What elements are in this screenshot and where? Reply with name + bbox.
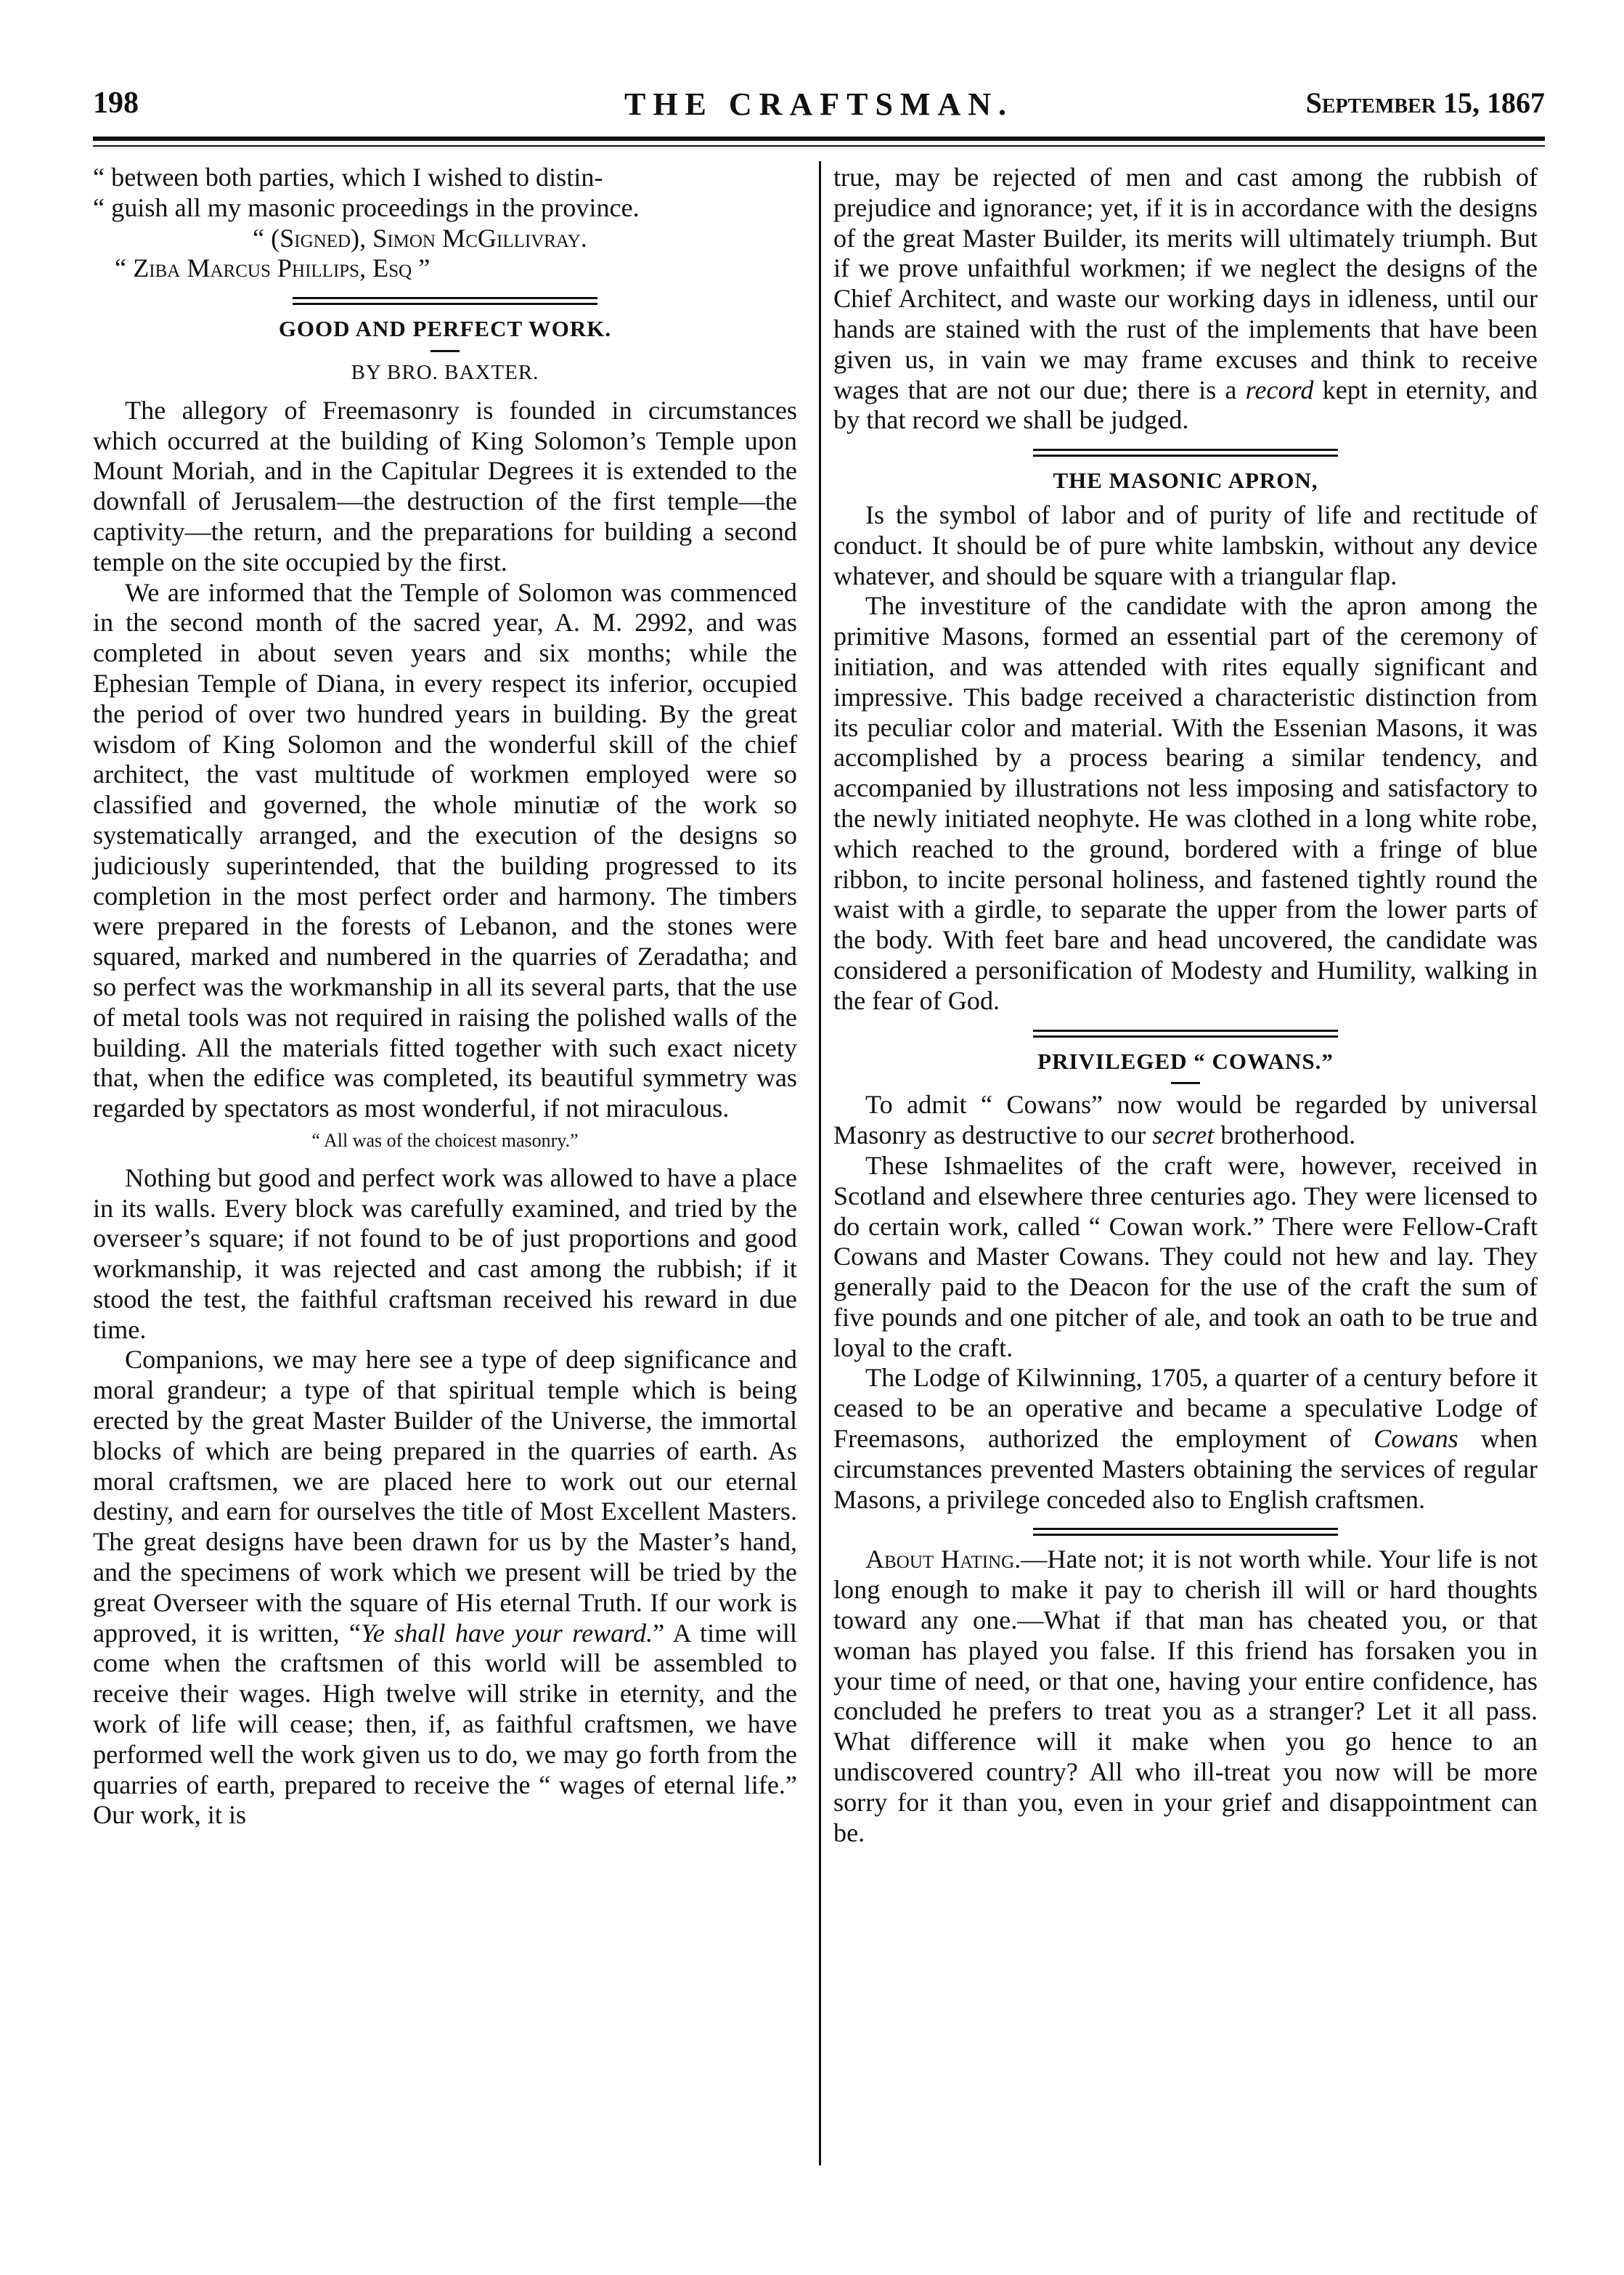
text: To admit “ Cowans” now would be regarded by universal Masonry as destructive to our <box>833 1090 1538 1150</box>
section-rule <box>1033 1528 1338 1536</box>
paragraph <box>833 1545 1538 1848</box>
paragraph: The allegory of Freemasonry is founded in circumstances which occurred at the building of King Solomon’s Temple upon Mount Moriah, and in the Capitular Degrees it is extended to the downfall of Jerusalem—the destruction of the first temple—the captivity—the return, and the preparations for building a second temple on the site occupied by the first. <box>93 395 797 577</box>
section-rule <box>1033 449 1338 457</box>
paragraph: Is the symbol of labor and of purity of life and rectitude of conduct. It should be of pure white lambskin, without any device whatever, and should be square with a triangular flap. <box>833 500 1538 590</box>
journal-title: THE CRAFTSMAN. <box>624 86 1014 122</box>
article-title: THE MASONIC APRON, <box>1053 468 1318 494</box>
section-rule <box>1033 1030 1338 1038</box>
header-rule-thick <box>93 137 1545 141</box>
text: when circumstances prevented Masters obtaining the services of regular Masons, a privilege conceded also to English craftsmen. <box>833 1424 1538 1514</box>
paragraph <box>93 1345 797 1831</box>
paragraph: Nothing but good and perfect work was allowed to have a place in its walls. Every block was carefully examined, and tried by the overseer’s square; if not found to be of just proportions and good workmanship, it was rejected and cast among the rubbish; if it stood the test, the faithful craftsman received his reward in due time. <box>93 1163 797 1344</box>
text: The Lodge of Kilwinning, 1705, a quarter of a century before it ceased to be an operative and became a speculative Lodge of Freemasons, authorized the employment of <box>833 1363 1538 1454</box>
section-rule <box>293 297 597 305</box>
page-header <box>93 86 1545 129</box>
text: Companions, we may here see a type of deep significance and moral grandeur; a type of that spiritual temple which is being erected by the great Master Builder of the Universe, the immortal blocks of which are being prepared in the quarries of earth. As moral craftsmen, we are placed here to work out our eternal destiny, and earn for ourselves the title of Most Excellent Masters. The great designs have been drawn for us by the Master’s hand, and the specimens of work which we present will be tried by the great Overseer with the square of His eternal Truth. If our work is approved, it is written, “ <box>93 1345 797 1648</box>
article-title: PRIVILEGED “ COWANS.” <box>1037 1048 1334 1074</box>
title-dash <box>1171 1082 1200 1084</box>
pull-quote: “ All was of the choicest masonry.” <box>311 1129 579 1151</box>
emphasis: record <box>1245 375 1314 404</box>
text: ” A time will come when the craftsmen of this world will be assembled to receive their wages. High twelve will strike in eternity, and the work of life will cease; then, if, as faithful craftsmen, we have performed well the work given us to do, we may go forth from the quarries of earth, prepared to receive the “ wages of eternal life.” Our work, it is <box>93 1618 797 1830</box>
paragraph: The investiture of the candidate with the apron among the primitive Masons, formed an essential part of the ceremony of initiation, and was attended with rites equally significant and impressive. This badge received a characteristic distinction from its peculiar color and material. With the Essenian Masons, it was accomplished by a process bearing a similar tendency, and accompanied by illustrations not less imposing and satisfactory to the newly initiated neophyte. He was clothed in a long white robe, which reached to the ground, bordered with a fringe of blue ribbon, to incite personal holiness, and fastened tightly round the waist with a girdle, to separate the upper from the lower parts of the body. With feet bare and head uncovered, the candidate was considered a personification of Modesty and Humility, walking in the fear of God. <box>833 591 1538 1015</box>
text: true, may be rejected of men and cast among the rubbish of prejudice and ignorance; yet, if it is in accordance with the designs of the great Master Builder, its merits will ultimately triumph. But if we prove unfaithful workmen; if we neglect the designs of the Chief Architect, and waste our working days in idleness, until our hands are stained with the rust of the implements that have been given us, in vain we may frame excuses and think to receive wages that are not our due; there is a <box>833 163 1538 404</box>
article-title: GOOD AND PERFECT WORK. <box>278 316 612 342</box>
paragraph <box>833 1363 1538 1515</box>
left-column <box>93 163 797 1831</box>
right-column <box>833 163 1538 1848</box>
header-rule-thin <box>93 145 1545 147</box>
text: brotherhood. <box>1214 1120 1356 1150</box>
addressee: “ Ziba Marcus Phillips, Esq ” <box>115 253 431 283</box>
text: kept in eternity, and by that record we shall be judged. <box>833 375 1538 435</box>
signature: “ (Signed), Simon McGillivray. <box>253 223 587 253</box>
paragraph <box>833 163 1538 436</box>
text: —Hate not; it is not worth while. Your life is not long enough to make it pay to cherish ill will or hard thoughts toward any one.—What if that man has cheated you, or that woman has played you false. If this friend has forsaken you in your time of need, or that one, having your entire confidence, has concluded he prefers to treat you as a stranger? Let it all pass. What difference will it make when you go hence to an undiscovered country? All who ill-treat you now will be more sorry for it than you, even in your grief and disappointment can be. <box>833 1545 1538 1847</box>
title-dash <box>431 350 460 352</box>
quote-line: “ between both parties, which I wished to distin- <box>93 163 603 192</box>
quote-line: “ guish all my masonic proceedings in the province. <box>93 192 640 222</box>
lead-in: About Hating. <box>865 1545 1021 1574</box>
issue-date: September 15, 1867 <box>1305 86 1545 119</box>
paragraph: These Ishmaelites of the craft were, however, received in Scotland and elsewhere three centuries ago. They were licensed to do certain work, called “ Cowan work.” There were Fellow-Craft Cowans and Master Cowans. They could not hew and lay. They generally paid to the Deacon for the use of the craft the sum of five pounds and one pitcher of ale, and took an oath to be true and loyal to the craft. <box>833 1150 1538 1362</box>
emphasis: Cowans <box>1374 1424 1458 1454</box>
column-divider <box>819 161 821 2165</box>
page-number: 198 <box>93 86 139 120</box>
byline: BY BRO. BAXTER. <box>351 360 539 384</box>
emphasis: secret <box>1152 1120 1215 1150</box>
emphasis: Ye shall have your reward. <box>360 1618 653 1648</box>
paragraph <box>833 1090 1538 1151</box>
paragraph: We are informed that the Temple of Solomon was commenced in the second month of the sacred year, A. M. 2992, and was completed in about seven years and six months; while the Ephesian Temple of Diana, in every respect its inferior, occupied the period of over two hundred years in building. By the great wisdom of King Solomon and the wonderful skill of the chief architect, the vast multitude of workmen employed were so classified and governed, the whole minutiæ of the work so systematically arranged, and the execution of the designs so judiciously superintended, that the building progressed to its completion in the most perfect order and harmony. The timbers were prepared in the forests of Lebanon, and the stones were squared, marked and numbered in the quarries of Zeradatha; and so perfect was the workmanship in all its several parts, that the use of metal tools was not required in raising the polished walls of the building. All the materials fitted together with such exact nicety that, when the edifice was completed, its beautiful symmetry was regarded by spectators as most wonderful, if not miraculous. <box>93 577 797 1123</box>
